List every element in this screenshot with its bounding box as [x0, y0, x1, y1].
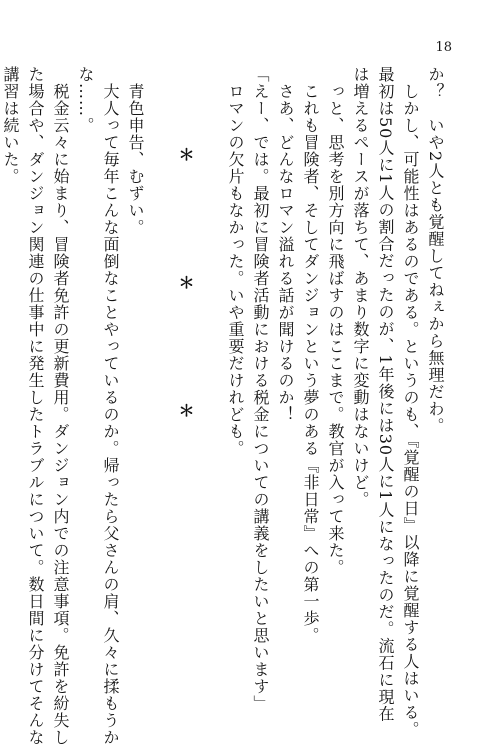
text-line: これも冒険者、そしてダンジョンという夢のある『非日常』への第一歩。 [301, 66, 320, 644]
dialogue-line: 「えー、では。最初に冒険者活動における税金についての講義をしたいと思います」 [251, 66, 270, 712]
text-line: しかし、可能性はあるのである。というのも、『覚醒の日』以降に覚醒する人はいる。 [401, 66, 420, 738]
blank-line [198, 66, 223, 666]
text-line: 講習は続いた。 [1, 66, 20, 185]
section-break: ＊ ＊ ＊ [176, 146, 195, 466]
vertical-text-body [0, 66, 448, 746]
text-line: は増えるペースが落ちて、あまり数字に変動はないけど。 [351, 66, 370, 508]
text-line: っと、思考を別方向に飛ばすのはここまで。教官が入って来た。 [326, 66, 345, 576]
text-line: か？ いや2人とも覚醒してねぇから無理だわ。 [426, 66, 445, 435]
blank-line [148, 66, 173, 666]
text-line: ロマンの欠片もなかった。いや重要だけれども。 [226, 66, 245, 457]
text-line: 税金云々に始まり、冒険者免許の更新費用。ダンジョン内での注意事項。免許を紛失し [51, 66, 70, 746]
text-line: 青色申告、むずい。 [126, 66, 145, 236]
text-line: た場合や、ダンジョン関連の仕事中に発生したトラブルについて。数日間に分けてそんな [26, 66, 45, 746]
text-line: さあ、どんなロマン溢れる話が聞けるのか！ [276, 66, 295, 423]
text-line: 最初は50人に1人の割合だったのが、1年後には30人に1人になったのだ。流石に現在 [376, 66, 395, 723]
page-number: 18 [435, 40, 452, 55]
text-line: 大人って毎年こんな面倒なことやっているのか。帰ったら父さんの肩、久々に揉もうか [101, 66, 120, 746]
text-line: な……。 [76, 66, 95, 134]
